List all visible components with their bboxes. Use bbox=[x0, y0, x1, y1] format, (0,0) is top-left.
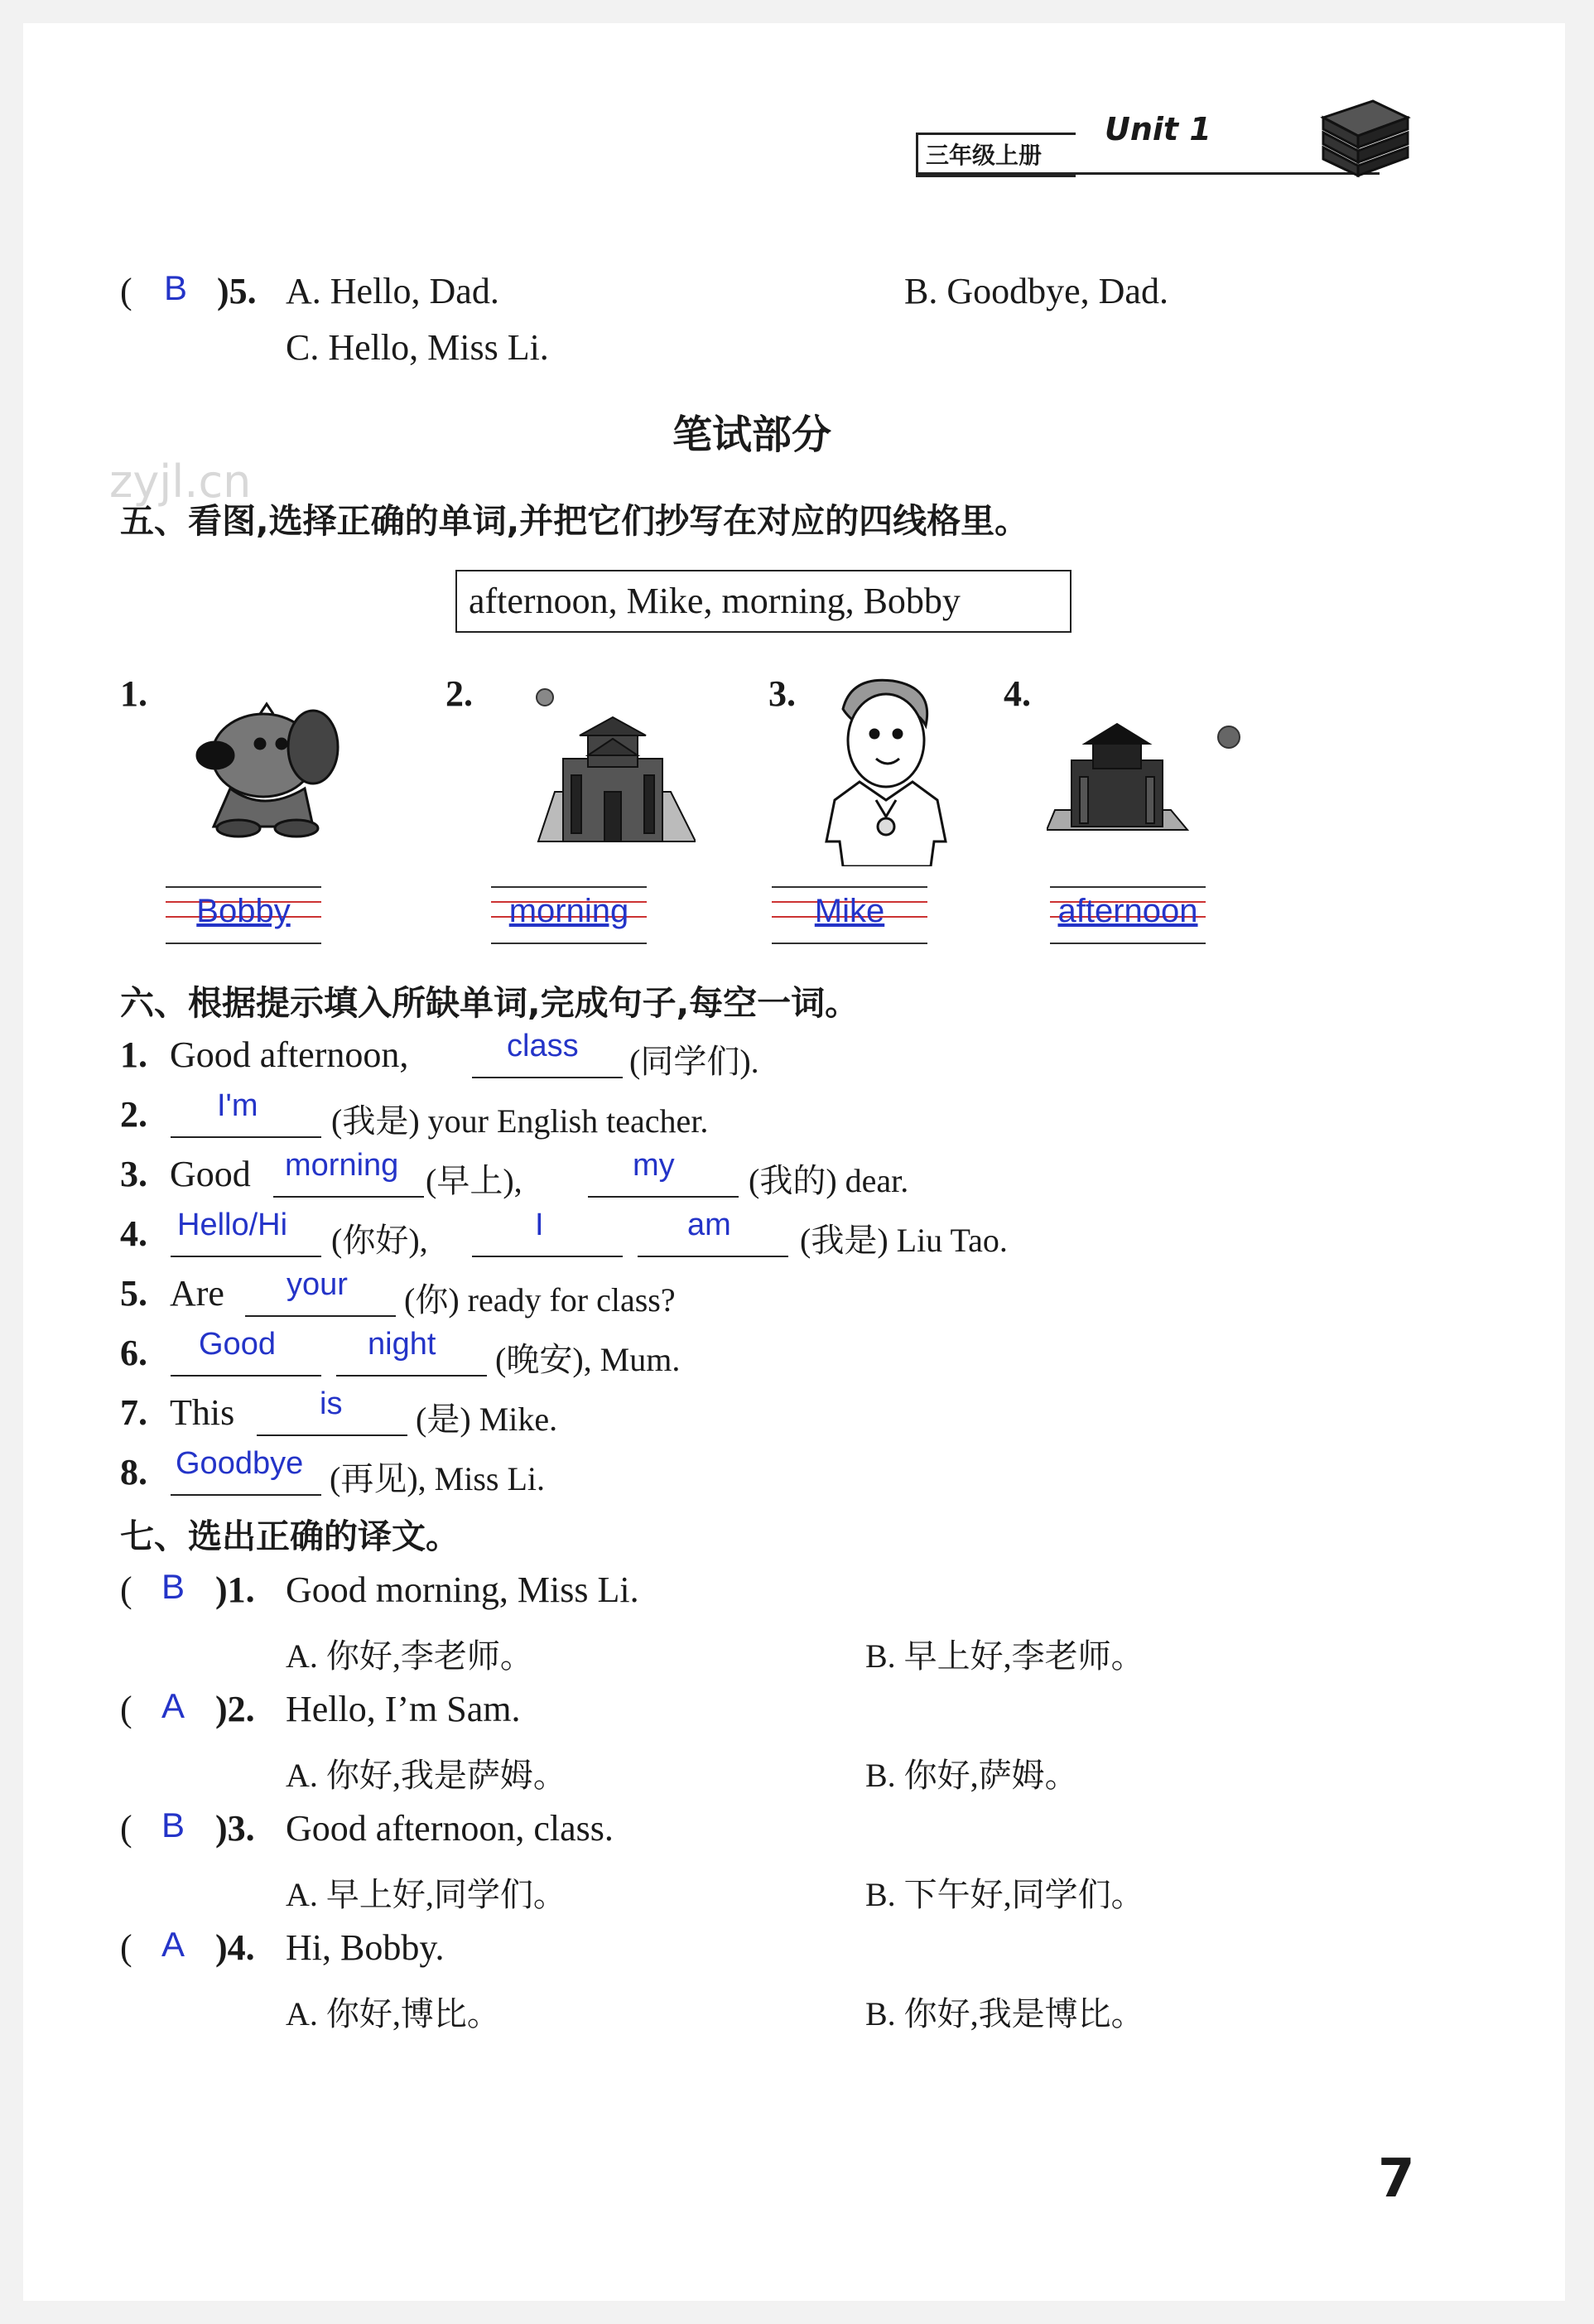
s6-answer-3b: my bbox=[633, 1148, 675, 1183]
word-box-text: afternoon, Mike, morning, Bobby bbox=[469, 581, 961, 621]
s6-pre-3: Good bbox=[170, 1154, 251, 1194]
s6-hint-4a: (你好), bbox=[331, 1222, 428, 1259]
s6-blank-4b bbox=[472, 1256, 623, 1257]
s7-answer-3: B bbox=[161, 1806, 185, 1844]
q5-paren-open: ( bbox=[120, 271, 132, 311]
q5-option-b: B. Goodbye, Dad. bbox=[904, 271, 1168, 311]
s6-blank-2 bbox=[171, 1136, 321, 1138]
s5-item4-num: 4. bbox=[1004, 673, 1031, 714]
s6-answer-7: is bbox=[320, 1386, 343, 1421]
s7-option-a-1: A. 你好,李老师。 bbox=[286, 1637, 533, 1675]
s6-hint-4b: (我是) Liu Tao. bbox=[800, 1222, 1008, 1259]
s7-num-4: )4. bbox=[215, 1927, 255, 1968]
s7-answer-1: B bbox=[161, 1567, 185, 1606]
s7-question-2: Hello, I’m Sam. bbox=[286, 1689, 521, 1729]
boy-mike-icon bbox=[810, 676, 947, 866]
s6-num-3: 3. bbox=[120, 1154, 147, 1194]
s6-num-7: 7. bbox=[120, 1392, 147, 1433]
s6-num-2: 2. bbox=[120, 1094, 147, 1135]
s6-answer-4a: Hello/Hi bbox=[177, 1208, 288, 1242]
s6-hint-5: (你) ready for class? bbox=[404, 1281, 676, 1319]
s7-answer-4: A bbox=[161, 1925, 185, 1964]
building-afternoon-icon bbox=[1047, 711, 1254, 835]
s6-num-4: 4. bbox=[120, 1213, 147, 1254]
four-line-grid-1 bbox=[166, 886, 321, 944]
s7-option-a-2: A. 你好,我是萨姆。 bbox=[286, 1757, 566, 1794]
s5-answer-2: morning bbox=[508, 893, 629, 929]
section7-title: 七、选出正确的译文。 bbox=[120, 1516, 460, 1556]
unit-label: Unit 1 bbox=[1105, 111, 1211, 147]
s5-item1-num: 1. bbox=[120, 673, 147, 714]
s6-answer-2: I'm bbox=[217, 1088, 258, 1123]
s7-question-1: Good morning, Miss Li. bbox=[286, 1569, 639, 1610]
s6-pre-5: Are bbox=[170, 1273, 224, 1314]
grade-label: 三年级上册 bbox=[926, 142, 1043, 169]
s5-item3-num: 3. bbox=[768, 673, 796, 714]
s6-blank-3b bbox=[588, 1196, 739, 1198]
s6-num-8: 8. bbox=[120, 1452, 147, 1492]
s6-blank-1 bbox=[472, 1077, 623, 1078]
s5-item2-num: 2. bbox=[445, 673, 473, 714]
four-line-grid-2 bbox=[491, 886, 647, 944]
four-line-grid-4 bbox=[1050, 886, 1206, 944]
s6-blank-5 bbox=[245, 1315, 396, 1317]
s7-paren-2: ( bbox=[120, 1689, 132, 1729]
s7-num-3: )3. bbox=[215, 1808, 255, 1849]
s7-paren-1: ( bbox=[120, 1569, 132, 1610]
building-morning-icon bbox=[522, 684, 696, 850]
s6-blank-6a bbox=[171, 1375, 321, 1377]
s7-paren-4: ( bbox=[120, 1927, 132, 1968]
s6-blank-4c bbox=[638, 1256, 788, 1257]
watermark: zyjl.cn bbox=[109, 456, 252, 508]
s6-hint-3a: (早上), bbox=[426, 1162, 523, 1199]
page-number: 7 bbox=[1378, 2148, 1415, 2210]
s6-hint-6: (晚安), Mum. bbox=[495, 1341, 681, 1378]
s7-option-b-1: B. 早上好,李老师。 bbox=[865, 1637, 1144, 1675]
s6-pre-7: This bbox=[170, 1392, 235, 1433]
s7-option-b-2: B. 你好,萨姆。 bbox=[865, 1757, 1078, 1794]
s7-option-b-4: B. 你好,我是博比。 bbox=[865, 1995, 1144, 2032]
s7-num-1: )1. bbox=[215, 1569, 255, 1610]
bobby-dog-icon bbox=[181, 697, 353, 838]
s7-question-4: Hi, Bobby. bbox=[286, 1927, 445, 1968]
s6-hint-7: (是) Mike. bbox=[416, 1401, 558, 1438]
q5-option-a: A. Hello, Dad. bbox=[286, 271, 499, 311]
s6-answer-4c: am bbox=[687, 1208, 731, 1242]
section6-title: 六、根据提示填入所缺单词,完成句子,每空一词。 bbox=[120, 983, 860, 1023]
s6-answer-4b: I bbox=[535, 1208, 544, 1242]
s6-answer-1: class bbox=[507, 1029, 579, 1063]
s6-answer-3a: morning bbox=[285, 1148, 399, 1183]
s7-num-2: )2. bbox=[215, 1689, 255, 1729]
s6-hint-1: (同学们). bbox=[629, 1043, 759, 1080]
s7-option-a-3: A. 早上好,同学们。 bbox=[286, 1876, 566, 1913]
s6-answer-5: your bbox=[287, 1267, 348, 1302]
s6-pre-1: Good afternoon, bbox=[170, 1034, 409, 1075]
s6-answer-6b: night bbox=[368, 1327, 436, 1362]
s6-blank-6b bbox=[336, 1375, 487, 1377]
s6-answer-6a: Good bbox=[199, 1327, 276, 1362]
s6-hint-8: (再见), Miss Li. bbox=[330, 1460, 545, 1497]
s6-blank-8 bbox=[171, 1494, 321, 1496]
s6-blank-7 bbox=[257, 1434, 407, 1436]
q5-number: )5. bbox=[217, 271, 257, 311]
s6-blank-4a bbox=[171, 1256, 321, 1257]
section5-title: 五、看图,选择正确的单词,并把它们抄写在对应的四线格里。 bbox=[120, 501, 1029, 541]
written-part-title: 笔试部分 bbox=[672, 412, 832, 458]
s6-hint-3b: (我的) dear. bbox=[749, 1162, 909, 1199]
s5-answer-3: Mike bbox=[814, 893, 885, 929]
s7-answer-2: A bbox=[161, 1686, 185, 1725]
s6-answer-8: Goodbye bbox=[176, 1446, 304, 1481]
s6-blank-3a bbox=[273, 1196, 424, 1198]
q5-option-c: C. Hello, Miss Li. bbox=[286, 327, 549, 368]
s5-answer-1: Bobby bbox=[196, 893, 291, 929]
four-line-grid-3 bbox=[772, 886, 927, 944]
s7-question-3: Good afternoon, class. bbox=[286, 1808, 614, 1849]
s7-paren-3: ( bbox=[120, 1808, 132, 1849]
s6-hint-2: (我是) your English teacher. bbox=[331, 1102, 709, 1140]
q5-answer: B bbox=[164, 268, 188, 307]
s6-num-1: 1. bbox=[120, 1034, 147, 1075]
books-stack-icon bbox=[1315, 93, 1413, 179]
s5-answer-4: afternoon bbox=[1057, 893, 1198, 929]
s6-num-5: 5. bbox=[120, 1273, 147, 1314]
s7-option-a-4: A. 你好,博比。 bbox=[286, 1995, 500, 2032]
s6-num-6: 6. bbox=[120, 1333, 147, 1373]
s7-option-b-3: B. 下午好,同学们。 bbox=[865, 1876, 1144, 1913]
